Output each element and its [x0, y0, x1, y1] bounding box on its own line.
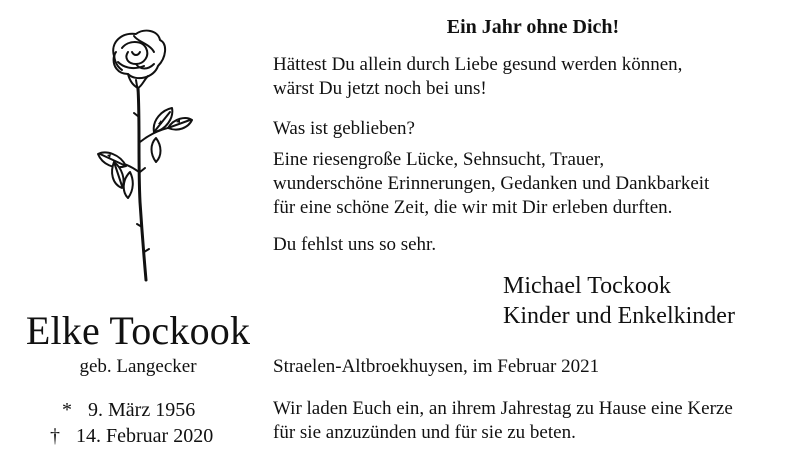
birth-date: 9. März 1956 — [88, 399, 196, 421]
text-line: Eine riesengroße Lücke, Sehnsucht, Trauer, — [273, 149, 605, 170]
page-title: Ein Jahr ohne Dich! — [446, 16, 620, 38]
text-line: für sie anzuzünden und für sie zu beten. — [273, 422, 576, 443]
birth-star-icon: * — [62, 399, 72, 421]
deceased-name: Elke Tockook — [25, 308, 251, 353]
signer-family: Kinder und Enkelkinder — [503, 303, 735, 329]
birth-date-row — [62, 397, 195, 423]
death-date: 14. Februar 2020 — [76, 425, 214, 447]
text-line: wärst Du jetzt noch bei uns! — [273, 78, 487, 99]
text-line: Wir laden Euch ein, an ihrem Jahrestag zu Hause eine Kerze — [273, 398, 733, 419]
paragraph-invitation — [273, 397, 793, 445]
death-date-row — [50, 423, 213, 449]
death-cross-icon: † — [50, 425, 60, 447]
signer-name: Michael Tockook — [503, 273, 671, 299]
paragraph-missing: Du fehlst uns so sehr. — [273, 234, 437, 255]
text-line: für eine schöne Zeit, die wir mit Dir erleben durften. — [273, 197, 673, 218]
signers — [503, 271, 735, 331]
text-line: Hättest Du allein durch Liebe gesund werden können, — [273, 54, 683, 75]
rose-icon — [92, 22, 202, 284]
text-line: wunderschöne Erinnerungen, Gedanken und Dankbarkeit — [273, 173, 710, 194]
maiden-name: geb. Langecker — [79, 356, 197, 377]
paragraph-love — [273, 53, 793, 101]
place-date: Straelen-Altbroekhuysen, im Februar 2021 — [273, 356, 600, 377]
paragraph-memories — [273, 148, 793, 220]
paragraph-question: Was ist geblieben? — [273, 118, 415, 139]
